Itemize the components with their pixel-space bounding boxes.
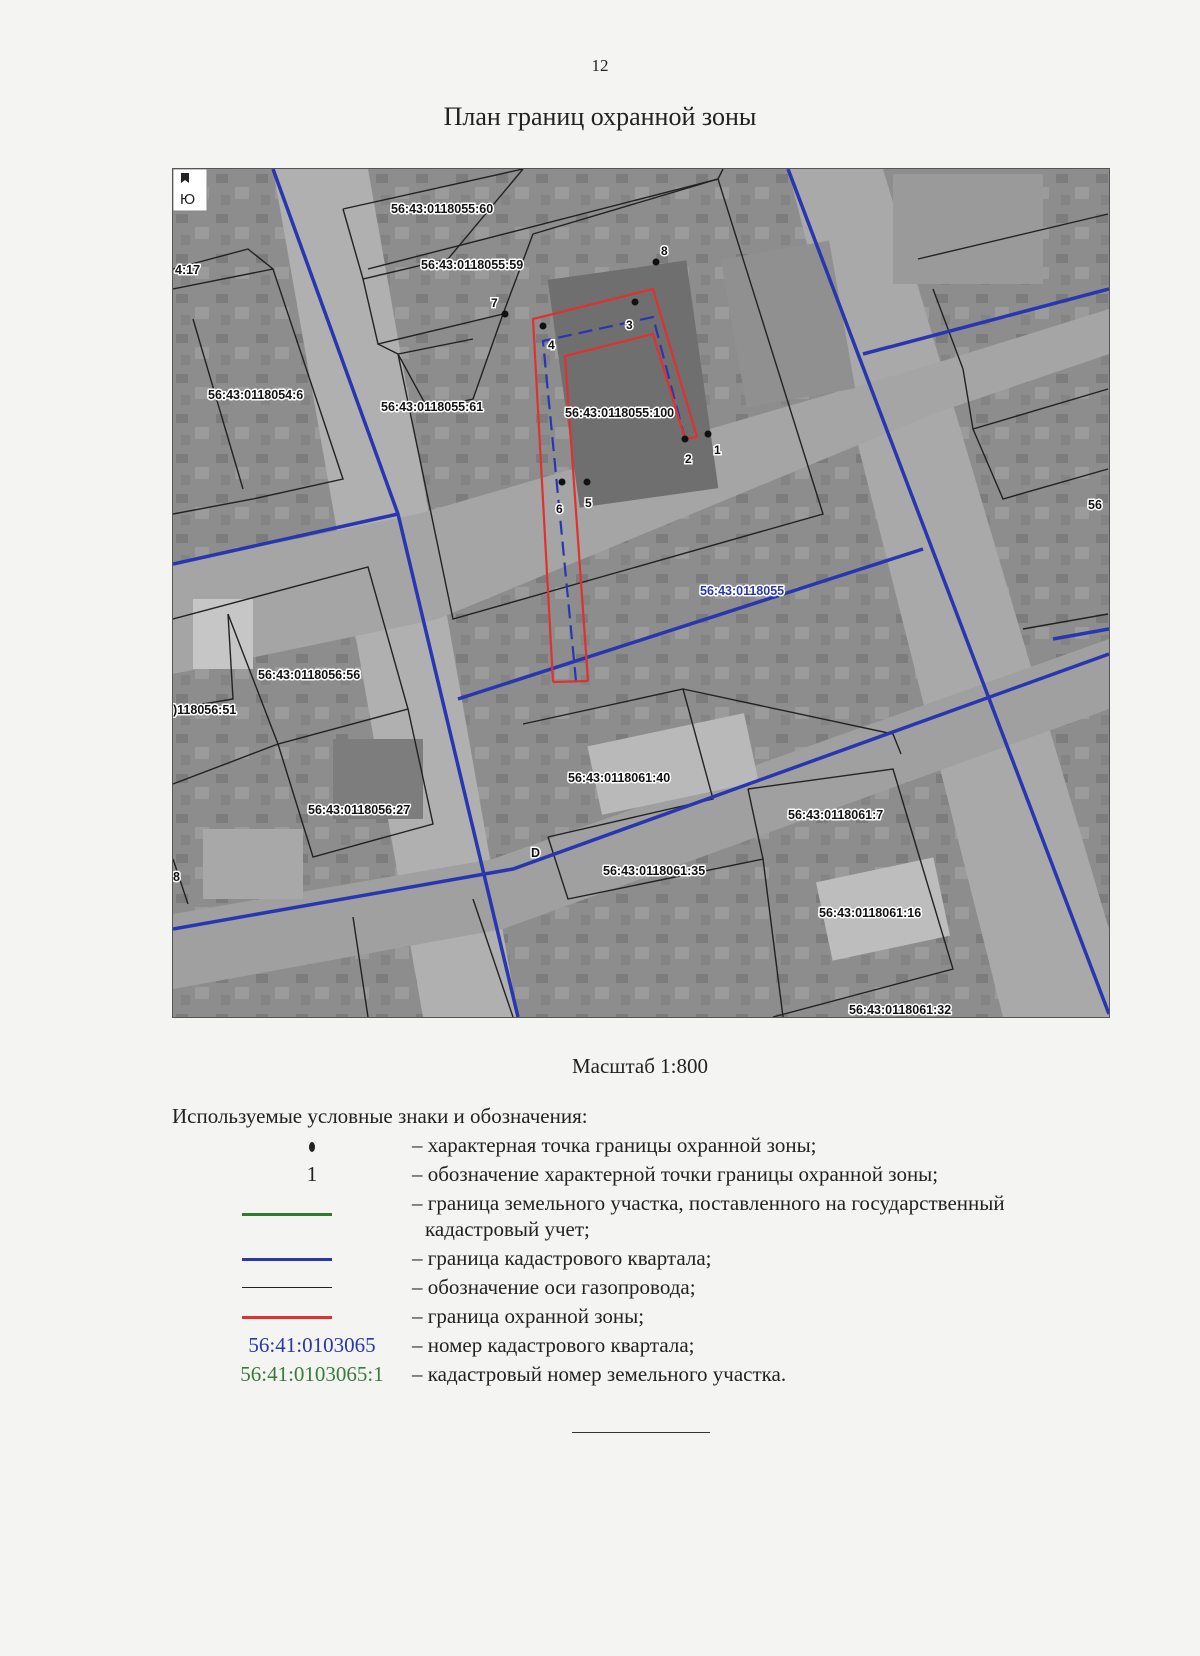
legend-quarter-number: 56:41:0103065 xyxy=(248,1333,376,1357)
parcel-label: 56:43:0118055:100 xyxy=(565,406,675,420)
legend-desc: – номер кадастрового квартала; xyxy=(412,1333,695,1357)
protection-zone-boundary-bottom xyxy=(553,681,588,682)
legend-red-line-icon xyxy=(242,1316,332,1319)
point-label: 3 xyxy=(626,318,633,332)
parcel-label: 56:43:0118061:7 xyxy=(788,808,884,822)
point-3 xyxy=(632,299,639,306)
legend-title: Используемые условные знаки и обозначения: xyxy=(172,1104,588,1128)
legend-blue-line-icon xyxy=(242,1258,332,1261)
legend-desc: – обозначение оси газопровода; xyxy=(412,1275,696,1299)
legend-green-line-icon xyxy=(242,1213,332,1216)
parcel-label: 56:43:0118055:60 xyxy=(391,202,494,216)
parcel-label: 56:43:0118055:59 xyxy=(421,258,524,272)
parcel-label: 56:43:0118056:56 xyxy=(258,668,361,682)
point-2 xyxy=(682,436,689,443)
legend-desc: – граница охранной зоны; xyxy=(412,1304,645,1328)
bottom-divider xyxy=(572,1432,710,1433)
parcel-label: 56:43:0118054:6 xyxy=(208,388,304,402)
point-5 xyxy=(584,479,591,486)
point-label: 4 xyxy=(548,338,555,352)
point-label: 8 xyxy=(661,244,668,258)
quarter-label: 56:43:0118055 xyxy=(700,584,785,598)
map-canvas xyxy=(173,169,1109,1017)
corner-marker-text: Ю xyxy=(180,191,196,208)
legend-dot-icon xyxy=(172,1132,452,1158)
building xyxy=(893,174,1043,284)
parcel-label: 56:43:0118055:61 xyxy=(381,400,484,414)
cadastral-map xyxy=(172,168,1110,1018)
parcel-label: 56:43:0118061:40 xyxy=(568,771,671,785)
parcel-label: 8 xyxy=(173,870,180,884)
point-label: 1 xyxy=(714,443,721,457)
legend-desc: – обозначение характерной точки границы охранной зоны; xyxy=(412,1162,939,1186)
parcel-label: 56:43:0118061:35 xyxy=(603,864,706,878)
parcel-label: D xyxy=(531,846,541,860)
page-title: План границ охранной зоны xyxy=(443,102,757,131)
legend-parcel-number: 56:41:0103065:1 xyxy=(240,1362,384,1386)
building xyxy=(193,599,253,669)
page-number: 12 xyxy=(591,56,609,75)
parcel-label: 56:43:0118061:32 xyxy=(849,1003,952,1017)
parcel-label: 56:43:0118056:27 xyxy=(308,803,411,817)
map-scale: Масштаб 1:800 xyxy=(571,1054,708,1078)
point-7 xyxy=(502,311,509,318)
point-8 xyxy=(653,259,660,266)
legend-desc: – кадастровый номер земельного участка. xyxy=(412,1362,787,1386)
legend-desc: – граница земельного участка, поставленного на государственный xyxy=(412,1191,1005,1215)
parcel-label: 4:17 xyxy=(175,263,201,277)
legend-desc-continued: кадастровый учет; xyxy=(425,1217,590,1241)
parcel-label: 56 xyxy=(1088,498,1102,512)
point-1 xyxy=(705,431,712,438)
parcel-label: )118056:51 xyxy=(173,703,237,717)
point-6 xyxy=(559,479,566,486)
legend-desc: – характерная точка границы охранной зоны; xyxy=(412,1133,817,1157)
point-label: 7 xyxy=(491,296,498,310)
legend-desc: – граница кадастрового квартала; xyxy=(412,1246,712,1270)
point-label: 5 xyxy=(585,496,592,510)
point-4 xyxy=(540,323,547,330)
point-label: 6 xyxy=(556,502,563,516)
point-label: 2 xyxy=(685,452,692,466)
legend-black-line-icon xyxy=(242,1287,332,1288)
building xyxy=(203,829,303,899)
legend-point-number: 1 xyxy=(306,1162,318,1186)
parcel-label: 56:43:0118061:16 xyxy=(819,906,922,920)
